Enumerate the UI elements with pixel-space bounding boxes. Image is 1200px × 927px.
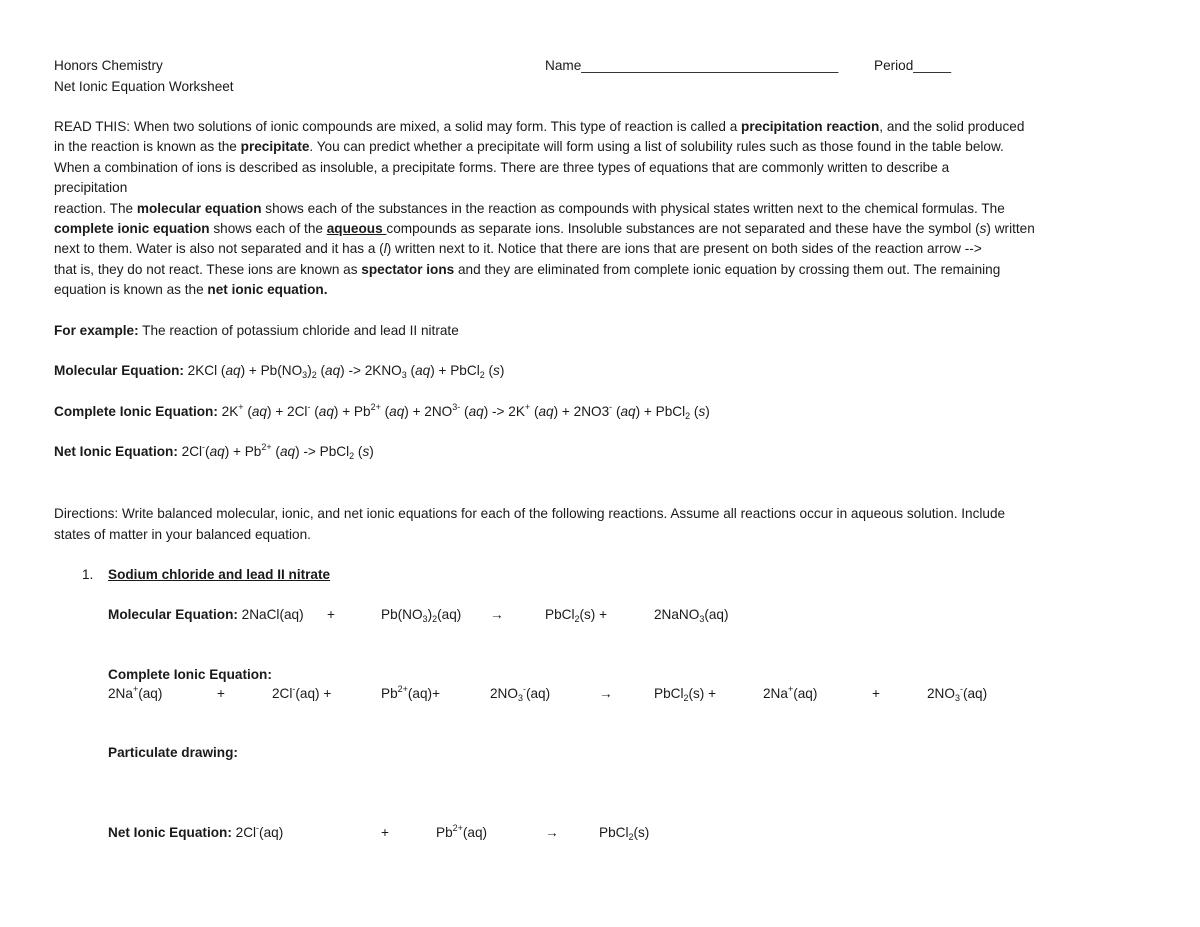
example-molecular-label: Molecular Equation:: [54, 363, 184, 378]
intro-line: [54, 117, 1146, 137]
problem-title-text: Sodium chloride and lead II nitrate: [108, 567, 331, 582]
term-net-ionic-equation: net ionic equation: [207, 282, 324, 298]
example-molecular-equation: Molecular Equation: 2KCl $(aq) + Pb(NO_3)_2$ $(aq) -> 2KNO_3$ (aq) + PbCl$_2$ (s): [54, 363, 505, 380]
term-molecular-equation: molecular equation: [136, 200, 262, 216]
problem-complete-label-text: Complete Ionic Equation:: [108, 667, 272, 682]
term-aqueous: aqueous: [326, 221, 387, 237]
plus-sign: +: [381, 825, 389, 840]
intro-line: [54, 137, 1146, 157]
intro-text: ) written: [986, 221, 1035, 237]
intro-line: [54, 219, 1146, 239]
example-net-ionic-equation: Net Ionic Equation: $2Cl^-(aq) + Pb^{2+}$ (aq) -> PbCl$_2$ (s): [54, 442, 374, 461]
example-text: The reaction of potassium chloride and lead II nitrate: [138, 323, 459, 338]
problem-net-label: Net Ionic Equation:: [108, 825, 232, 840]
plus-sign: +: [327, 607, 335, 622]
example-net-label: Net Ionic Equation:: [54, 444, 178, 459]
problem-number: 1.: [82, 567, 94, 582]
course-name: Honors Chemistry: [54, 58, 163, 73]
intro-paragraph: [54, 117, 1146, 301]
name-field[interactable]: [545, 56, 838, 76]
reaction-arrow: →: [545, 825, 559, 840]
directions-line: Directions: Write balanced molecular, ionic, and net ionic equations for each of the following reactions. Assume all reactions occur in aqueous solution. Include: [54, 506, 1006, 521]
intro-text: shows each of the: [209, 221, 327, 237]
intro-text: . You can predict whether a precipitate will form using a list of solubility rules such as those found in the table below.: [309, 139, 1004, 155]
particulate-drawing-label: [108, 743, 238, 763]
intro-line: precipitation: [54, 180, 128, 196]
reaction-arrow: →: [599, 686, 613, 701]
problem-molecular-equation: Molecular Equation: 2NaCl(aq) + $Pb(NO_3)_2(aq)$ → PbCl$_2$(s) + 2NaNO$_3$(aq): [108, 607, 729, 624]
term-complete-ionic-equation: complete ionic equation: [54, 221, 210, 237]
intro-line: [54, 199, 1146, 219]
problem-title: [108, 565, 330, 585]
intro-text: .: [323, 282, 328, 298]
period-field[interactable]: [874, 56, 951, 76]
worksheet-title: Net Ionic Equation Worksheet: [54, 79, 234, 94]
intro-text: equation is known as the: [54, 282, 208, 298]
reaction-arrow: →: [490, 607, 504, 622]
symbol-l: l: [383, 241, 387, 257]
example-heading: [54, 321, 459, 341]
problem-molecular-label: Molecular Equation:: [108, 607, 238, 622]
plus-sign: +: [872, 686, 880, 701]
intro-text: shows each of the substances in the reaction as compounds with physical states written next to the chemical formulas. The: [261, 200, 1005, 216]
term-precipitation-reaction: precipitation reaction: [741, 119, 880, 134]
intro-text: in the reaction is known as the: [54, 139, 241, 155]
intro-text: next to them. Water is also not separated and it has a (: [54, 241, 384, 257]
name-label: Name: [545, 58, 582, 73]
directions-line: states of matter in your balanced equation.: [54, 527, 311, 542]
period-label: Period: [874, 58, 914, 73]
intro-line: [54, 280, 1146, 300]
intro-text: , and the solid produced: [879, 119, 1025, 134]
intro-line: [54, 260, 1146, 280]
example-complete-label: Complete Ionic Equation:: [54, 404, 218, 419]
intro-text: compounds as separate ions. Insoluble substances are not separated and these have the symbol (: [386, 221, 980, 237]
example-label: For example:: [54, 323, 139, 338]
term-spectator-ions: spectator ions: [361, 261, 455, 277]
symbol-s: s: [979, 221, 987, 237]
intro-line: When a combination of ions is described as insoluble, a precipitate forms. There are three types of equations that are commonly written to describe a: [54, 159, 950, 175]
problem-complete-label: [108, 665, 272, 685]
problem-complete-ionic-equation: 2Na+(aq) + 2Cl-(aq) + $Pb^{2+}(aq)+$ $2NO_3^-(aq)$ → PbCl$_2$(s) + 2Na+(aq) + $2NO_3^-(aq)$: [108, 684, 988, 703]
intro-text: and they are eliminated from complete ionic equation by crossing them out. The remaining: [454, 261, 1001, 277]
intro-text: reaction. The: [54, 200, 137, 216]
particulate-drawing-label-text: Particulate drawing:: [108, 745, 238, 760]
period-blank: _____: [913, 58, 952, 73]
problem-net-ionic-equation: Net Ionic Equation: 2Cl-(aq) + $Pb^{2+}(aq)$ → PbCl$_2$(s): [108, 823, 650, 842]
intro-text: READ THIS: When two solutions of ionic compounds are mixed, a solid may form. This type of reaction is called a: [54, 119, 742, 134]
intro-text: ) written next to it. Notice that there are ions that are present on both sides of the reaction arrow -->: [386, 241, 982, 257]
plus-sign: +: [217, 686, 225, 701]
intro-text: that is, they do not react. These ions are known as: [54, 261, 362, 277]
term-precipitate: precipitate: [240, 139, 310, 155]
intro-line: [54, 239, 1146, 259]
name-blank: __________________________________: [581, 58, 839, 73]
example-complete-ionic-equation: Complete Ionic Equation: 2K+ (aq) + 2Cl- $(aq) + Pb^{2+}$ $(aq) + 2NO^{3-}$ (aq) -> 2K+ (aq) + 2NO3- (aq) + PbCl$_2$ (s): [54, 402, 710, 421]
